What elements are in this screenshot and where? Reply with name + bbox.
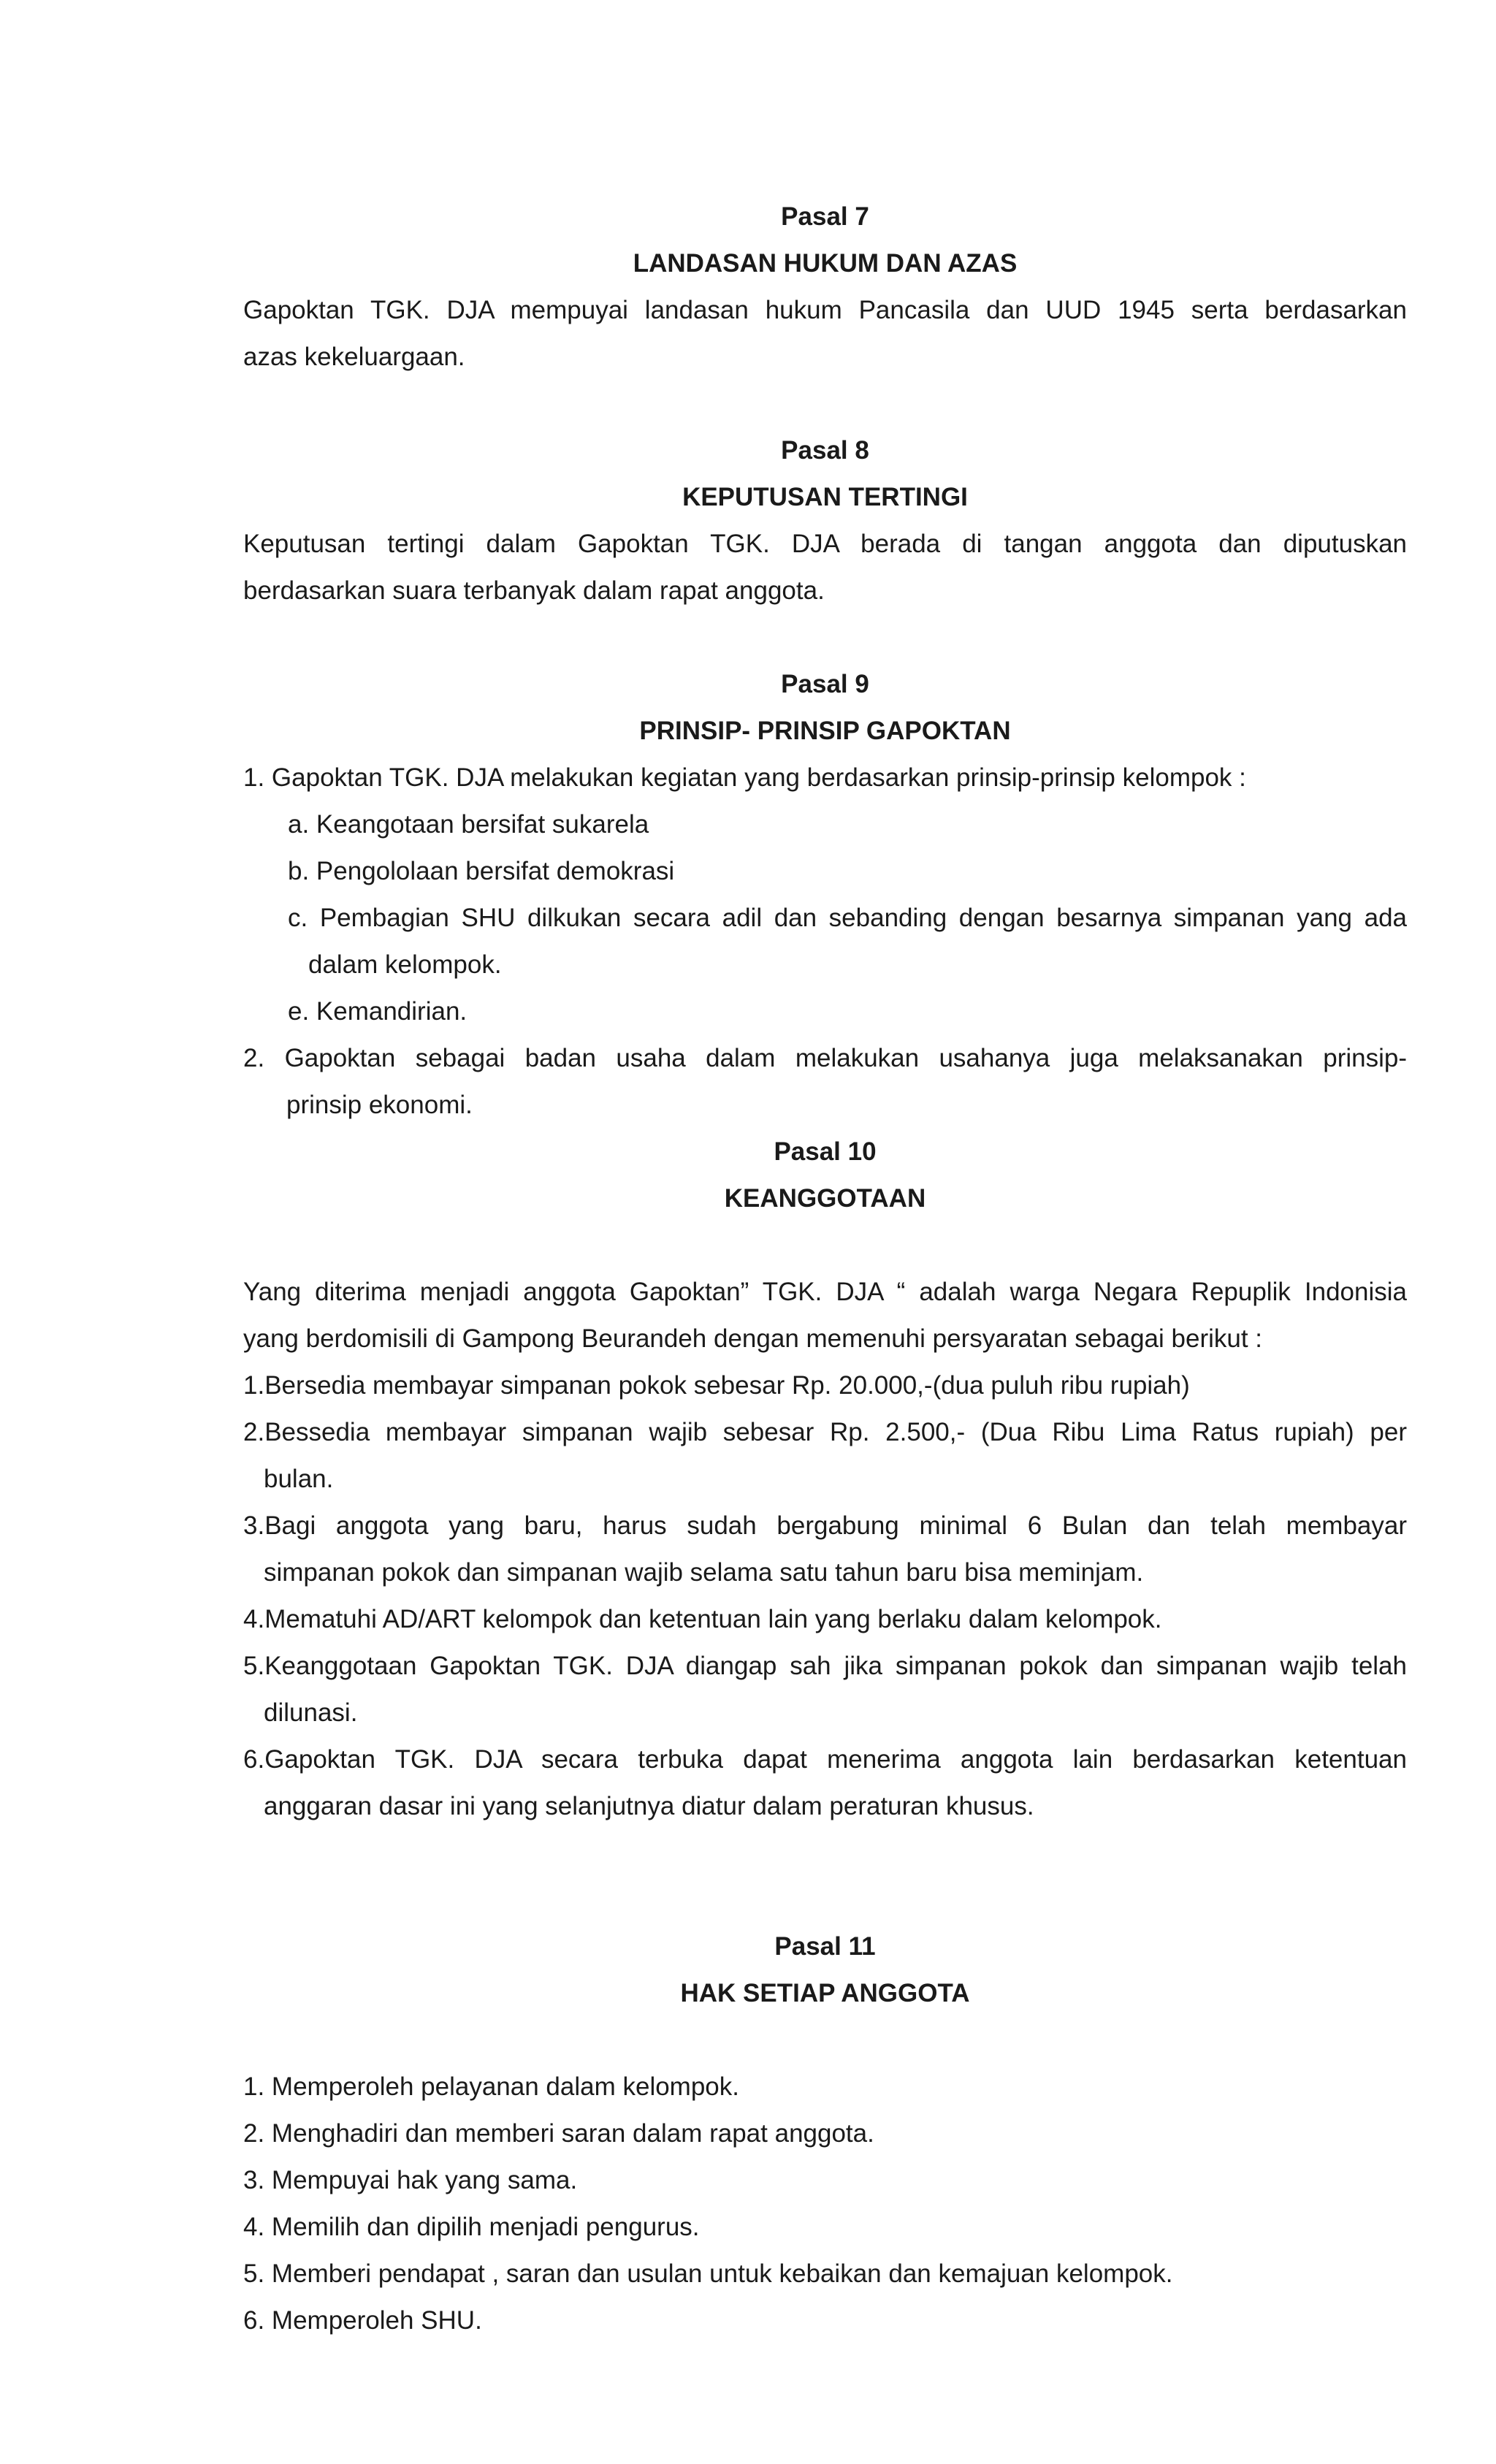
pasal-7-body-line: Gapoktan TGK. DJA mempuyai landasan hukum Pancasila dan UUD 1945 serta berdasarkan <box>243 296 1407 324</box>
pasal-11-list-item: 1. Memperoleh pelayanan dalam kelompok. <box>243 2072 739 2101</box>
pasal-9-item-2-cont: prinsip ekonomi. <box>286 1091 473 1119</box>
pasal-9-number: Pasal 9 <box>781 670 869 698</box>
pasal-10-requirement-3-cont: simpanan pokok dan simpanan wajib selama satu tahun baru bisa meminjam. <box>264 1558 1144 1587</box>
pasal-9-sub-c-cont: dalam kelompok. <box>308 950 502 979</box>
pasal-10-requirement-5-cont: dilunasi. <box>264 1698 358 1727</box>
pasal-8-body-line: berdasarkan suara terbanyak dalam rapat anggota. <box>243 576 825 605</box>
pasal-10-requirement-5: 5.Keanggotaan Gapoktan TGK. DJA diangap sah jika simpanan pokok dan simpanan wajib telah <box>243 1652 1407 1680</box>
pasal-9-sub-a: a. Keangotaan bersifat sukarela <box>288 810 649 839</box>
pasal-7-number: Pasal 7 <box>781 202 869 231</box>
pasal-11-list-item: 5. Memberi pendapat , saran dan usulan untuk kebaikan dan kemajuan kelompok. <box>243 2259 1173 2288</box>
pasal-9-item-2: 2. Gapoktan sebagai badan usaha dalam melakukan usahanya juga melaksanakan prinsip- <box>243 1044 1407 1072</box>
pasal-10-requirement-3: 3.Bagi anggota yang baru, harus sudah bergabung minimal 6 Bulan dan telah membayar <box>243 1511 1407 1540</box>
pasal-10-requirement-2-cont: bulan. <box>264 1465 334 1493</box>
pasal-10-intro-line: Yang diterima menjadi anggota Gapoktan” TGK. DJA “ adalah warga Negara Repuplik Indonisia <box>243 1278 1407 1306</box>
pasal-10-intro-line: yang berdomisili di Gampong Beurandeh dengan memenuhi persyaratan sebagai berikut : <box>243 1324 1263 1353</box>
pasal-11-list-item: 2. Menghadiri dan memberi saran dalam rapat anggota. <box>243 2119 874 2148</box>
pasal-9-sub-e: e. Kemandirian. <box>288 997 468 1026</box>
pasal-8-body-line: Keputusan tertingi dalam Gapoktan TGK. DJA berada di tangan anggota dan diputuskan <box>243 530 1407 558</box>
pasal-7-body-line: azas kekeluargaan. <box>243 343 465 371</box>
pasal-10-requirement-6: 6.Gapoktan TGK. DJA secara terbuka dapat menerima anggota lain berdasarkan ketentuan <box>243 1745 1407 1774</box>
pasal-10-title: KEANGGOTAAN <box>724 1184 926 1213</box>
pasal-10-number: Pasal 10 <box>774 1137 877 1166</box>
pasal-9-title: PRINSIP- PRINSIP GAPOKTAN <box>639 717 1011 745</box>
pasal-7-title: LANDASAN HUKUM DAN AZAS <box>633 249 1018 278</box>
pasal-8-title: KEPUTUSAN TERTINGI <box>682 483 968 511</box>
pasal-10-requirement-2: 2.Bessedia membayar simpanan wajib sebesar Rp. 2.500,- (Dua Ribu Lima Ratus rupiah) per <box>243 1418 1407 1446</box>
pasal-9-sub-b: b. Pengololaan bersifat demokrasi <box>288 857 675 885</box>
pasal-9-item-1: 1. Gapoktan TGK. DJA melakukan kegiatan yang berdasarkan prinsip-prinsip kelompok : <box>243 763 1246 792</box>
pasal-11-title: HAK SETIAP ANGGOTA <box>680 1979 970 2007</box>
pasal-10-requirement-6-cont: anggaran dasar ini yang selanjutnya diatur dalam peraturan khusus. <box>264 1792 1034 1820</box>
pasal-11-number: Pasal 11 <box>774 1932 876 1961</box>
pasal-11-list-item: 3. Mempuyai hak yang sama. <box>243 2166 578 2194</box>
pasal-10-requirement-4: 4.Mematuhi AD/ART kelompok dan ketentuan lain yang berlaku dalam kelompok. <box>243 1605 1162 1633</box>
pasal-9-sub-c: c. Pembagian SHU dilkukan secara adil dan sebanding dengan besarnya simpanan yang ada <box>288 904 1407 932</box>
pasal-11-list-item: 4. Memilih dan dipilih menjadi pengurus. <box>243 2213 700 2241</box>
pasal-10-requirement-1: 1.Bersedia membayar simpanan pokok sebesar Rp. 20.000,-(dua puluh ribu rupiah) <box>243 1371 1190 1400</box>
pasal-11-list-item: 6. Memperoleh SHU. <box>243 2306 482 2335</box>
pasal-8-number: Pasal 8 <box>781 436 869 465</box>
